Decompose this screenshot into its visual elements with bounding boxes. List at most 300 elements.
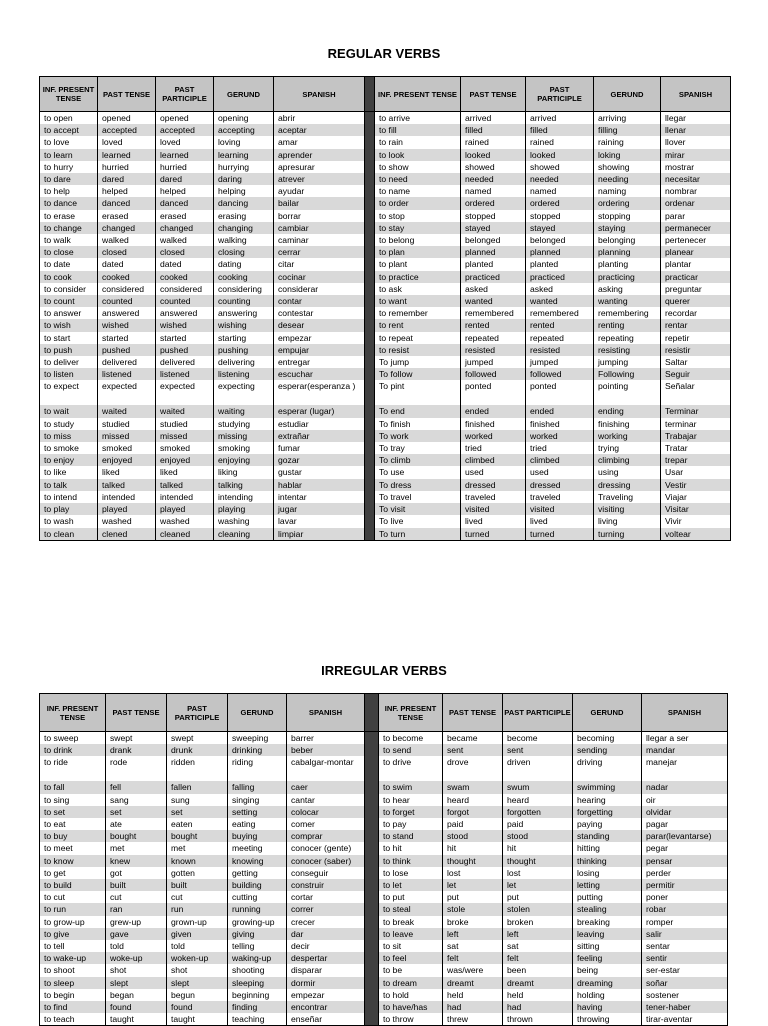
verb-cell: to accept: [40, 124, 98, 136]
verb-cell: studied: [156, 418, 214, 430]
verb-cell: closed: [156, 246, 214, 258]
verb-cell: started: [98, 332, 156, 344]
verb-cell: to arrive: [375, 112, 461, 125]
irregular-verbs-title: IRREGULAR VERBS: [321, 663, 447, 678]
verb-cell: learned: [98, 149, 156, 161]
verb-cell: starting: [214, 332, 274, 344]
verb-cell: to put: [379, 891, 443, 903]
verb-cell: to sit: [379, 940, 443, 952]
verb-cell: enjoyed: [98, 454, 156, 466]
verb-cell: to cook: [40, 271, 98, 283]
divider: [365, 989, 379, 1001]
regular-verbs-title: REGULAR VERBS: [327, 46, 441, 61]
table-row: [40, 210, 731, 222]
divider: [365, 197, 375, 209]
verb-cell: intended: [156, 491, 214, 503]
verb-cell: repetir: [661, 332, 731, 344]
verb-cell: worked: [526, 430, 594, 442]
verb-cell: to send: [379, 744, 443, 756]
divider: [365, 842, 379, 854]
verb-cell: cutting: [228, 891, 287, 903]
verb-cell: mandar: [642, 744, 728, 756]
verb-cell: daring: [214, 173, 274, 185]
table-row: [40, 916, 728, 928]
verb-cell: Saltar: [661, 356, 731, 368]
verb-cell: gustar: [274, 466, 365, 478]
verb-cell: grew-up: [106, 916, 167, 928]
table-row: [40, 989, 728, 1001]
verb-cell: liked: [98, 466, 156, 478]
verb-cell: traveled: [461, 491, 526, 503]
verb-cell: cantar: [287, 794, 365, 806]
verb-cell: conocer (saber): [287, 855, 365, 867]
verb-cell: querer: [661, 295, 731, 307]
verb-cell: Traveling: [594, 491, 661, 503]
divider: [365, 928, 379, 940]
col-header: INF. PRESENT TENSE: [379, 694, 443, 732]
verb-cell: parar(levantarse): [642, 830, 728, 842]
verb-cell: held: [503, 989, 573, 1001]
verb-cell: Vestir: [661, 479, 731, 491]
verb-cell: knowing: [228, 855, 287, 867]
verb-cell: delivered: [156, 356, 214, 368]
verb-cell: drank: [106, 744, 167, 756]
verb-cell: To turn: [375, 528, 461, 541]
verb-cell: felt: [443, 952, 503, 964]
verb-cell: played: [156, 503, 214, 515]
divider: [365, 515, 375, 527]
verb-cell: to hold: [379, 989, 443, 1001]
table-row: [40, 1001, 728, 1013]
verb-cell: to walk: [40, 234, 98, 246]
verb-cell: cortar: [287, 891, 365, 903]
verb-cell: feeling: [573, 952, 642, 964]
table-row: [40, 136, 731, 148]
verb-cell: caminar: [274, 234, 365, 246]
verb-cell: atrever: [274, 173, 365, 185]
verb-cell: conocer (gente): [287, 842, 365, 854]
verb-cell: helped: [156, 185, 214, 197]
verb-cell: swum: [503, 781, 573, 793]
verb-cell: cooked: [156, 271, 214, 283]
verb-cell: stopping: [594, 210, 661, 222]
divider: [365, 307, 375, 319]
divider: [365, 149, 375, 161]
verb-cell: nombrar: [661, 185, 731, 197]
verb-cell: estudiar: [274, 418, 365, 430]
verb-cell: smoked: [156, 442, 214, 454]
verb-cell: to count: [40, 295, 98, 307]
verb-cell: to resist: [375, 344, 461, 356]
verb-cell: shot: [106, 964, 167, 976]
verb-cell: heard: [443, 794, 503, 806]
divider: [365, 258, 375, 270]
verb-cell: fell: [106, 781, 167, 793]
verb-cell: wished: [98, 319, 156, 331]
verb-cell: building: [228, 879, 287, 891]
verb-cell: cut: [106, 891, 167, 903]
verb-cell: to want: [375, 295, 461, 307]
verb-cell: to enjoy: [40, 454, 98, 466]
verb-cell: stood: [443, 830, 503, 842]
verb-cell: hablar: [274, 479, 365, 491]
verb-cell: to push: [40, 344, 98, 356]
verb-cell: swam: [443, 781, 503, 793]
verb-cell: llenar: [661, 124, 731, 136]
verb-cell: to consider: [40, 283, 98, 295]
verb-cell: to find: [40, 1001, 106, 1013]
verb-cell: dressed: [526, 479, 594, 491]
verb-cell: cleaned: [156, 528, 214, 541]
verb-cell: playing: [214, 503, 274, 515]
verb-cell: closing: [214, 246, 274, 258]
verb-cell: found: [106, 1001, 167, 1013]
verb-cell: to answer: [40, 307, 98, 319]
table-row: [40, 756, 728, 781]
verb-cell: repeated: [461, 332, 526, 344]
verb-cell: fallen: [167, 781, 228, 793]
verb-cell: esperar(esperanza ): [274, 380, 365, 405]
verb-cell: holding: [573, 989, 642, 1001]
verb-cell: finished: [461, 418, 526, 430]
verb-cell: terminar: [661, 418, 731, 430]
verb-cell: dared: [156, 173, 214, 185]
verb-cell: Following: [594, 368, 661, 380]
verb-cell: belonged: [526, 234, 594, 246]
verb-cell: considering: [214, 283, 274, 295]
verb-cell: Viajar: [661, 491, 731, 503]
verb-cell: having: [573, 1001, 642, 1013]
verb-cell: learning: [214, 149, 274, 161]
verb-cell: working: [594, 430, 661, 442]
table-row: [40, 1013, 728, 1026]
divider: [365, 818, 379, 830]
verb-cell: thinking: [573, 855, 642, 867]
table-row: [40, 466, 731, 478]
verb-cell: caer: [287, 781, 365, 793]
verb-cell: to dare: [40, 173, 98, 185]
verb-cell: followed: [461, 368, 526, 380]
verb-cell: voltear: [661, 528, 731, 541]
verb-cell: forgetting: [573, 806, 642, 818]
divider: [365, 136, 375, 148]
verb-cell: to talk: [40, 479, 98, 491]
verb-cell: dared: [98, 173, 156, 185]
col-header: GERUND: [573, 694, 642, 732]
verb-cell: colocar: [287, 806, 365, 818]
verb-cell: to rain: [375, 136, 461, 148]
verb-cell: changed: [98, 222, 156, 234]
verb-cell: waking-up: [228, 952, 287, 964]
verb-cell: driving: [573, 756, 642, 781]
verb-cell: given: [167, 928, 228, 940]
verb-cell: drove: [443, 756, 503, 781]
verb-cell: extrañar: [274, 430, 365, 442]
verb-cell: sitting: [573, 940, 642, 952]
col-header: GERUND: [214, 77, 274, 112]
verb-cell: correr: [287, 903, 365, 915]
verb-cell: to become: [379, 732, 443, 745]
verb-cell: to grow-up: [40, 916, 106, 928]
verb-cell: poner: [642, 891, 728, 903]
verb-cell: rode: [106, 756, 167, 781]
verb-cell: sweeping: [228, 732, 287, 745]
verb-cell: living: [594, 515, 661, 527]
verb-cell: falling: [228, 781, 287, 793]
verb-cell: missed: [156, 430, 214, 442]
verb-cell: arrived: [461, 112, 526, 125]
verb-cell: named: [526, 185, 594, 197]
col-header: GERUND: [594, 77, 661, 112]
verb-cell: dar: [287, 928, 365, 940]
verb-cell: to begin: [40, 989, 106, 1001]
verb-cell: breaking: [573, 916, 642, 928]
verb-cell: to hear: [379, 794, 443, 806]
verb-cell: pushed: [98, 344, 156, 356]
verb-cell: listened: [98, 368, 156, 380]
verb-cell: practiced: [461, 271, 526, 283]
verb-cell: loved: [98, 136, 156, 148]
verb-cell: used: [526, 466, 594, 478]
divider: [365, 319, 375, 331]
table-row: [40, 830, 728, 842]
verb-cell: recordar: [661, 307, 731, 319]
col-header: SPANISH: [287, 694, 365, 732]
divider: [365, 940, 379, 952]
table-row: [40, 842, 728, 854]
verb-cell: planning: [594, 246, 661, 258]
divider: [365, 234, 375, 246]
verb-cell: ponted: [461, 380, 526, 405]
verb-cell: remembered: [526, 307, 594, 319]
verb-cell: to sweep: [40, 732, 106, 745]
verb-cell: limpiar: [274, 528, 365, 541]
verb-cell: arrived: [526, 112, 594, 125]
verb-cell: resisted: [461, 344, 526, 356]
verb-cell: to dance: [40, 197, 98, 209]
verb-cell: walked: [156, 234, 214, 246]
verb-cell: to hit: [379, 842, 443, 854]
table-row: [40, 964, 728, 976]
verb-cell: smoked: [98, 442, 156, 454]
verb-cell: desear: [274, 319, 365, 331]
verb-cell: loving: [214, 136, 274, 148]
divider: [365, 124, 375, 136]
verb-cell: To live: [375, 515, 461, 527]
verb-cell: cooked: [98, 271, 156, 283]
divider: [365, 855, 379, 867]
verb-cell: thought: [443, 855, 503, 867]
verb-cell: romper: [642, 916, 728, 928]
verb-cell: climbing: [594, 454, 661, 466]
verb-cell: empezar: [274, 332, 365, 344]
verb-cell: considered: [156, 283, 214, 295]
col-header: PAST PARTICIPLE: [526, 77, 594, 112]
table-row: [40, 454, 731, 466]
divider: [365, 867, 379, 879]
verb-cell: cocinar: [274, 271, 365, 283]
verb-cell: swimming: [573, 781, 642, 793]
verb-cell: begun: [167, 989, 228, 1001]
verb-cell: changing: [214, 222, 274, 234]
verb-cell: sostener: [642, 989, 728, 1001]
verb-cell: beber: [287, 744, 365, 756]
verb-cell: rented: [461, 319, 526, 331]
verb-cell: stealing: [573, 903, 642, 915]
verb-cell: cabalgar-montar: [287, 756, 365, 781]
irregular-verbs-table: [39, 693, 728, 1026]
table-row: [40, 332, 731, 344]
verb-cell: bought: [106, 830, 167, 842]
verb-cell: gozar: [274, 454, 365, 466]
verb-cell: expecting: [214, 380, 274, 405]
divider: [365, 694, 379, 732]
verb-cell: to belong: [375, 234, 461, 246]
verb-cell: stayed: [461, 222, 526, 234]
verb-cell: pointing: [594, 380, 661, 405]
divider: [365, 952, 379, 964]
verb-cell: disparar: [287, 964, 365, 976]
verb-cell: talked: [98, 479, 156, 491]
divider: [365, 964, 379, 976]
verb-cell: To finish: [375, 418, 461, 430]
verb-cell: pagar: [642, 818, 728, 830]
verb-cell: lost: [443, 867, 503, 879]
verb-cell: been: [503, 964, 573, 976]
verb-cell: remembered: [461, 307, 526, 319]
table-row: [40, 124, 731, 136]
verb-cell: to set: [40, 806, 106, 818]
verb-cell: practicar: [661, 271, 731, 283]
verb-cell: danced: [156, 197, 214, 209]
verb-cell: put: [503, 891, 573, 903]
verb-cell: met: [106, 842, 167, 854]
col-header: SPANISH: [642, 694, 728, 732]
verb-cell: planear: [661, 246, 731, 258]
verb-cell: rained: [461, 136, 526, 148]
verb-cell: tener-haber: [642, 1001, 728, 1013]
verb-cell: filling: [594, 124, 661, 136]
verb-cell: to wait: [40, 405, 98, 417]
verb-cell: ordering: [594, 197, 661, 209]
verb-cell: mostrar: [661, 161, 731, 173]
verb-cell: to stop: [375, 210, 461, 222]
divider: [365, 185, 375, 197]
table-row: [40, 380, 731, 405]
verb-cell: forgotten: [503, 806, 573, 818]
verb-cell: crecer: [287, 916, 365, 928]
verb-cell: planting: [594, 258, 661, 270]
verb-cell: pertenecer: [661, 234, 731, 246]
verb-cell: heard: [503, 794, 573, 806]
verb-cell: hitting: [573, 842, 642, 854]
divider: [365, 781, 379, 793]
verb-cell: closed: [98, 246, 156, 258]
verb-cell: expected: [156, 380, 214, 405]
verb-cell: let: [503, 879, 573, 891]
verb-cell: put: [443, 891, 503, 903]
verb-cell: To climb: [375, 454, 461, 466]
verb-cell: to wish: [40, 319, 98, 331]
table-row: [40, 491, 731, 503]
verb-cell: contar: [274, 295, 365, 307]
col-header: PAST TENSE: [461, 77, 526, 112]
verb-cell: wanted: [526, 295, 594, 307]
verb-cell: to know: [40, 855, 106, 867]
verb-cell: paid: [503, 818, 573, 830]
verb-cell: growing-up: [228, 916, 287, 928]
verb-cell: waited: [98, 405, 156, 417]
verb-cell: nadar: [642, 781, 728, 793]
verb-cell: learned: [156, 149, 214, 161]
verb-cell: entregar: [274, 356, 365, 368]
verb-cell: ending: [594, 405, 661, 417]
table-row: [40, 940, 728, 952]
verb-cell: Señalar: [661, 380, 731, 405]
verb-cell: asked: [461, 283, 526, 295]
verb-cell: answered: [98, 307, 156, 319]
divider: [365, 806, 379, 818]
divider: [365, 1013, 379, 1026]
verb-cell: llover: [661, 136, 731, 148]
verb-cell: smoking: [214, 442, 274, 454]
verb-cell: borrar: [274, 210, 365, 222]
verb-cell: To travel: [375, 491, 461, 503]
verb-cell: salir: [642, 928, 728, 940]
verb-cell: erased: [156, 210, 214, 222]
col-header: PAST TENSE: [443, 694, 503, 732]
verb-cell: planned: [461, 246, 526, 258]
verb-cell: shooting: [228, 964, 287, 976]
verb-cell: esperar (lugar): [274, 405, 365, 417]
verb-cell: set: [106, 806, 167, 818]
table-row: [40, 891, 728, 903]
table-row: [40, 356, 731, 368]
verb-cell: renting: [594, 319, 661, 331]
table-row: [40, 307, 731, 319]
divider: [365, 210, 375, 222]
verb-cell: getting: [228, 867, 287, 879]
verb-cell: opened: [156, 112, 214, 125]
verb-cell: permanecer: [661, 222, 731, 234]
verb-cell: cambiar: [274, 222, 365, 234]
verb-cell: filled: [461, 124, 526, 136]
table-row: [40, 879, 728, 891]
verb-cell: missing: [214, 430, 274, 442]
verb-cell: abrir: [274, 112, 365, 125]
verb-cell: Terminar: [661, 405, 731, 417]
divider: [365, 295, 375, 307]
table-row: [40, 818, 728, 830]
verb-cell: llegar a ser: [642, 732, 728, 745]
verb-cell: dreaming: [573, 977, 642, 989]
verb-cell: To visit: [375, 503, 461, 515]
verb-cell: sending: [573, 744, 642, 756]
verb-cell: liking: [214, 466, 274, 478]
verb-cell: to deliver: [40, 356, 98, 368]
verb-cell: wishing: [214, 319, 274, 331]
verb-cell: dormir: [287, 977, 365, 989]
verb-cell: dating: [214, 258, 274, 270]
divider: [365, 405, 375, 417]
verb-cell: known: [167, 855, 228, 867]
verb-cell: to get: [40, 867, 106, 879]
verb-cell: met: [167, 842, 228, 854]
divider: [365, 756, 379, 781]
table-row: [40, 295, 731, 307]
verb-cell: giving: [228, 928, 287, 940]
verb-cell: beginning: [228, 989, 287, 1001]
